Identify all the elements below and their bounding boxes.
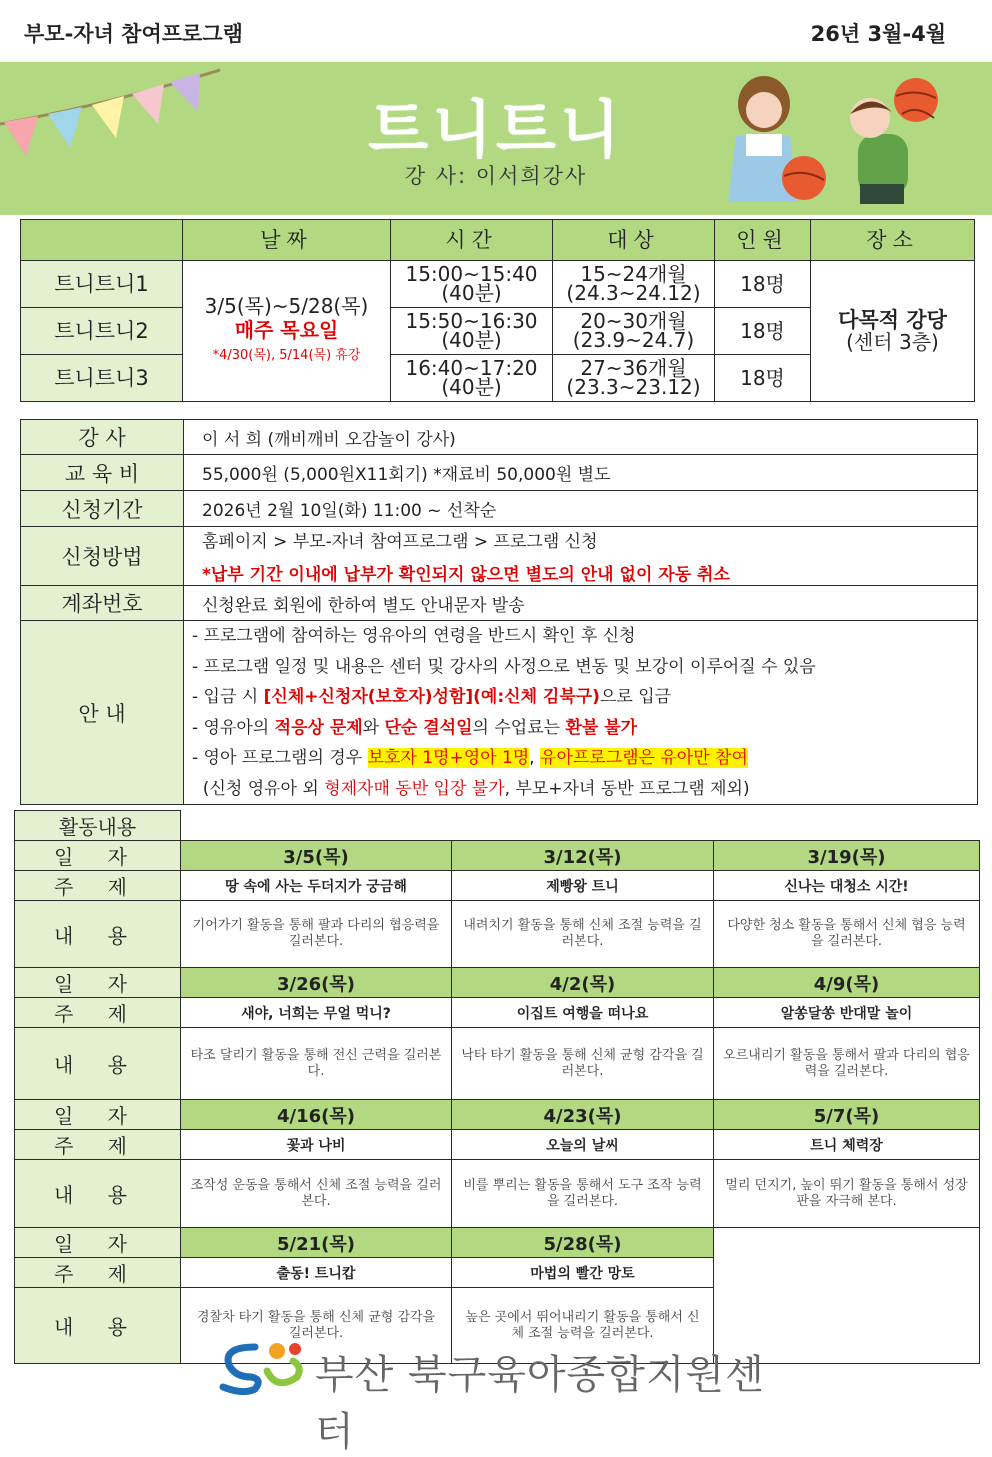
center-logo-icon	[215, 1337, 307, 1395]
guide-cell	[184, 621, 978, 805]
target-birth: (23.3~23.12)	[566, 375, 701, 399]
period-label: 신청기간	[21, 491, 184, 527]
activity-content: 오르내리기 활동을 통해서 팔과 다리의 협응력을 길러본다.	[714, 1028, 980, 1100]
target-birth: (23.9~24.7)	[572, 328, 695, 352]
class-name: 트니트니3	[21, 355, 183, 402]
activity-topic: 오늘의 날씨	[452, 1130, 714, 1160]
time-cell	[391, 261, 553, 308]
activity-topic: 출동! 트니캅	[181, 1258, 452, 1288]
info-row	[21, 586, 978, 621]
program-category: 부모-자녀 참여프로그램	[24, 22, 243, 46]
activity-topic: 마법의 빨간 망토	[452, 1258, 714, 1288]
date-row	[15, 1228, 980, 1258]
content-label: 내 용	[15, 1160, 181, 1228]
fee-value: 55,000원 (5,000원X11회기) *재료비 50,000원 별도	[184, 455, 978, 491]
schedule-header-row	[21, 220, 975, 261]
guide-text: - 영유아의	[192, 717, 275, 738]
guide-line: - 프로그램 일정 및 내용은 센터 및 강사의 사정으로 변동 및 보강이 이루어질 수 있음	[192, 656, 816, 677]
activity-content: 내려치기 활동을 통해 신체 조절 능력을 길러본다.	[452, 901, 714, 968]
info-row	[21, 420, 978, 455]
method-value: 홈페이지 > 부모-자녀 참여프로그램 > 프로그램 신청	[202, 532, 598, 552]
activity-date: 4/2(목)	[452, 968, 714, 998]
activity-content: 경찰차 타기 활동을 통해 신체 균형 감각을 길러본다.	[181, 1288, 452, 1364]
date-range: 3/5(목)~5/28(목)	[204, 294, 369, 318]
time-duration: (40분)	[441, 281, 502, 305]
schedule-table	[20, 219, 975, 402]
time-duration: (40분)	[441, 328, 502, 352]
header-count: 인원	[715, 220, 811, 261]
method-label: 신청방법	[21, 527, 184, 586]
target-age: 27~36개월	[580, 356, 687, 380]
info-row	[21, 621, 978, 805]
guide-text: ,	[529, 748, 541, 768]
activity-topic: 꽃과 나비	[181, 1130, 452, 1160]
activity-content: 비를 뿌리는 활동을 통해서 도구 조작 능력을 길러본다.	[452, 1160, 714, 1228]
footer	[215, 1337, 795, 1455]
guide-emphasis: 환불 불가	[565, 717, 638, 738]
time-range: 16:40~17:20	[405, 356, 538, 380]
guide-highlight: 보호자 1명+영아 1명	[367, 748, 530, 768]
guide-emphasis: 형제자매 동반 입장 불가	[324, 778, 505, 799]
topic-row	[15, 998, 980, 1028]
date-row	[15, 1100, 980, 1130]
method-warning: *납부 기간 이내에 납부가 확인되지 않으면 별도의 안내 없이 자동 취소	[202, 565, 730, 585]
topic-label: 주 제	[15, 1258, 181, 1288]
activity-table	[14, 810, 980, 1364]
time-range: 15:00~15:40	[405, 262, 538, 286]
date-label: 일 자	[15, 1228, 181, 1258]
class-name: 트니트니2	[21, 308, 183, 355]
activity-topic: 새야, 너희는 무얼 먹니?	[181, 998, 452, 1028]
content-row	[15, 1160, 980, 1228]
topic-label: 주 제	[15, 1130, 181, 1160]
method-cell	[184, 527, 978, 586]
content-label: 내 용	[15, 901, 181, 968]
weekly-day: 매주 목요일	[234, 318, 339, 342]
header-place: 장소	[811, 220, 975, 261]
activity-content: 조작성 운동을 통해서 신체 조절 능력을 길러본다.	[181, 1160, 452, 1228]
activity-content: 높은 곳에서 뛰어내리기 활동을 통해서 신체 조절 능력을 길러본다.	[452, 1288, 714, 1364]
holiday-note: *4/30(목), 5/14(목) 휴강	[212, 348, 361, 363]
activity-content: 기어가기 활동을 통해 팔과 다리의 협응력을 길러본다.	[181, 901, 452, 968]
guide-line	[192, 682, 977, 713]
count-cell: 18명	[715, 261, 811, 308]
header-date: 날짜	[183, 220, 391, 261]
date-label: 일 자	[15, 968, 181, 998]
place-sub: (센터 3층)	[846, 330, 939, 354]
activity-date: 3/26(목)	[181, 968, 452, 998]
fee-label: 교 육 비	[21, 455, 184, 491]
guide-text: - 영아 프로그램의 경우	[192, 748, 368, 768]
activity-date: 4/9(목)	[714, 968, 980, 998]
activity-topic: 트니 체력장	[714, 1130, 980, 1160]
lecturer-label: 강 사	[21, 420, 184, 455]
class-name: 트니트니1	[21, 261, 183, 308]
guide-line	[192, 713, 977, 744]
guide-text: 의 수업료는	[472, 717, 566, 738]
header-target: 대상	[553, 220, 715, 261]
date-row	[15, 968, 980, 998]
guide-text: 와	[362, 717, 385, 738]
header-blank	[21, 220, 183, 261]
count-cell: 18명	[715, 355, 811, 402]
count-cell: 18명	[715, 308, 811, 355]
top-bar	[0, 0, 992, 60]
date-label: 일 자	[15, 1100, 181, 1130]
lecturer-value: 이 서 희 (깨비깨비 오감놀이 강사)	[184, 420, 978, 455]
info-table	[20, 419, 978, 805]
time-cell	[391, 355, 553, 402]
activity-content: 다양한 청소 활동을 통해서 신체 협응 능력을 길러본다.	[714, 901, 980, 968]
activity-content: 낙타 타기 활동을 통해 신체 균형 감각을 길러본다.	[452, 1028, 714, 1100]
period-value: 2026년 2월 10일(화) 11:00 ~ 선착순	[184, 491, 978, 527]
program-title: 트니트니	[368, 93, 624, 166]
activity-date: 4/16(목)	[181, 1100, 452, 1130]
guide-line: - 프로그램에 참여하는 영유아의 연령을 반드시 확인 후 신청	[192, 626, 636, 646]
date-label: 일 자	[15, 841, 181, 871]
target-age: 15~24개월	[580, 262, 687, 286]
info-row	[21, 491, 978, 527]
activity-topic: 신나는 대청소 시간!	[714, 871, 980, 901]
activity-content: 멀리 던지기, 높이 뛰기 활동을 통해서 성장판을 자극해 본다.	[714, 1160, 980, 1228]
activity-date: 3/19(목)	[714, 841, 980, 871]
schedule-row	[21, 261, 975, 308]
activity-date: 4/23(목)	[452, 1100, 714, 1130]
topic-row	[15, 1130, 980, 1160]
target-cell	[553, 308, 715, 355]
content-label: 내 용	[15, 1288, 181, 1364]
activity-date: 5/28(목)	[452, 1228, 714, 1258]
activity-content: 타조 달리기 활동을 통해 전신 근력을 길러본다.	[181, 1028, 452, 1100]
guide-text: (신청 영유아 외	[192, 778, 325, 799]
time-cell	[391, 308, 553, 355]
date-cell	[183, 261, 391, 402]
lecturer-line: 강 사: 이서희강사	[404, 164, 588, 188]
guide-line	[192, 774, 977, 805]
caption-spacer	[181, 811, 980, 841]
place-cell	[811, 261, 975, 402]
activity-topic: 알쏭달쏭 반대말 놀이	[714, 998, 980, 1028]
activity-date: 5/21(목)	[181, 1228, 452, 1258]
activity-date: 3/12(목)	[452, 841, 714, 871]
activity-date: 3/5(목)	[181, 841, 452, 871]
account-value: 신청완료 회원에 한하여 별도 안내문자 발송	[184, 586, 978, 621]
topic-label: 주 제	[15, 871, 181, 901]
target-cell	[553, 261, 715, 308]
topic-label: 주 제	[15, 998, 181, 1028]
content-row	[15, 1028, 980, 1100]
activity-date: 5/7(목)	[714, 1100, 980, 1130]
guide-emphasis: 적응상 문제	[274, 717, 363, 738]
info-row	[21, 527, 978, 586]
content-row	[15, 901, 980, 968]
activity-caption-row	[15, 811, 980, 841]
guide-label: 안 내	[21, 621, 184, 805]
target-age: 20~30개월	[580, 309, 687, 333]
header-time: 시간	[391, 220, 553, 261]
activity-caption: 활동내용	[15, 811, 181, 841]
deposit-name-format: [신체+신청자(보호자)성함](예:신체 김북구)	[263, 687, 600, 707]
guide-text: , 부모+자녀 동반 프로그램 제외)	[504, 778, 750, 799]
guide-emphasis: 단순 결석일	[384, 717, 473, 738]
account-label: 계좌번호	[21, 586, 184, 621]
time-range: 15:50~16:30	[405, 309, 538, 333]
guide-highlight: 유아프로그램은 유아만 참여	[540, 748, 748, 768]
content-label: 내 용	[15, 1028, 181, 1100]
date-row	[15, 841, 980, 871]
guide-text: - 입금 시	[192, 687, 264, 707]
center-name: 부산 북구육아종합지원센터	[315, 1352, 765, 1455]
time-duration: (40분)	[441, 375, 502, 399]
info-row	[21, 455, 978, 491]
guide-text: 으로 입금	[599, 687, 672, 707]
guide-line	[192, 743, 977, 774]
topic-row	[15, 871, 980, 901]
target-birth: (24.3~24.12)	[566, 281, 701, 305]
activity-topic: 이집트 여행을 떠나요	[452, 998, 714, 1028]
place-main: 다목적 강당	[838, 308, 947, 332]
activity-topic: 땅 속에 사는 두더지가 궁금해	[181, 871, 452, 901]
program-period: 26년 3월-4월	[810, 22, 946, 46]
activity-topic: 제빵왕 트니	[452, 871, 714, 901]
target-cell	[553, 355, 715, 402]
